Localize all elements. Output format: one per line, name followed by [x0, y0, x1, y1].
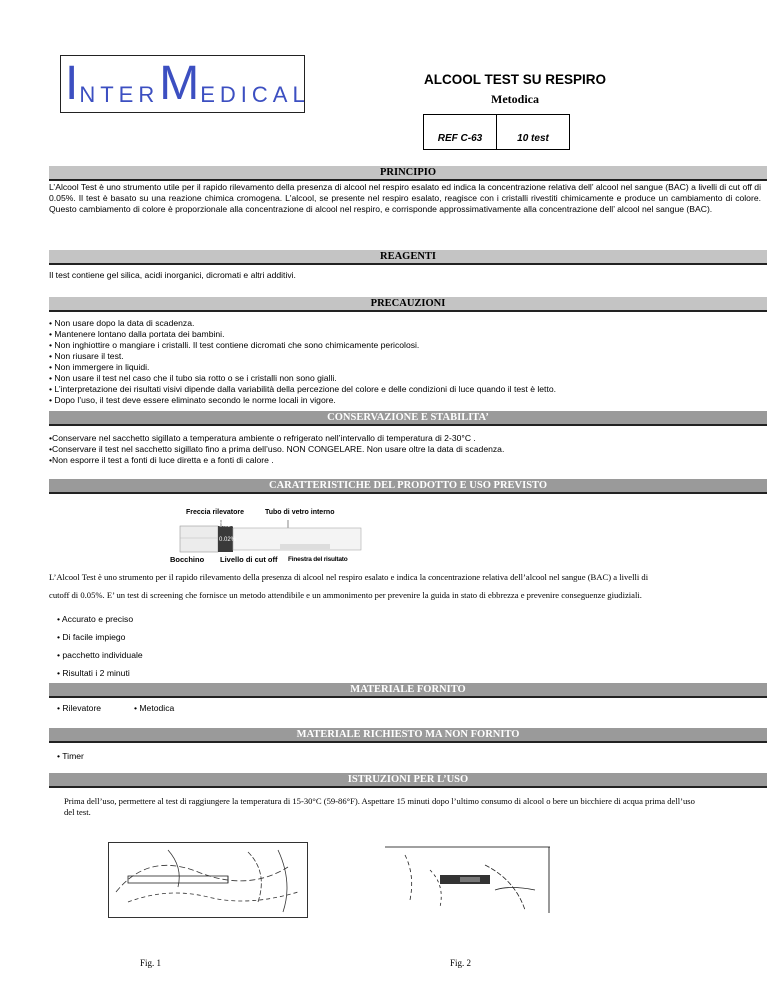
cutoff-marker-top: 0.02% [219, 523, 237, 529]
feature-item: • Risultati i 2 minuti [57, 668, 130, 678]
section-header-reagenti: REAGENTI [49, 250, 767, 265]
tube-label: Tubo di vetro interno [265, 509, 335, 516]
section-header-istruzioni: ISTRUZIONI PER L’USO [49, 773, 767, 788]
istruzioni-text: Prima dell’uso, permettere al test di raggiungere la temperatura di 15-30°C (59-86°F). Aspettare 15 minuti dopo l’ultimo consumo di alcool o bere un bicchiere di acqua prima dell’uso del test. [64, 796, 695, 817]
list-item: • Non inghiottire o mangiare i cristalli. Il test contiene dicromati che sono chimicamente pericolosi. [49, 340, 420, 350]
fig1-caption: Fig. 1 [140, 958, 162, 968]
section-header-materiale-richiesto: MATERIALE RICHIESTO MA NON FORNITO [49, 728, 767, 743]
document-subtitle: Metodica [491, 92, 539, 106]
section-header-caratteristiche: CARATTERISTICHE DEL PRODOTTO E USO PREVISTO [49, 479, 767, 494]
section-header-precauzioni: PRECAUZIONI [49, 297, 767, 312]
document-title: ALCOOL TEST SU RESPIRO [423, 72, 607, 87]
test-device-diagram [170, 498, 390, 564]
required-item: • Timer [57, 751, 84, 761]
result-window-label: Finestra del risultato [288, 556, 348, 563]
logo-text: INTERMEDICAL [65, 57, 310, 110]
supplied-item: • Metodica [134, 703, 175, 713]
caratteristiche-text-2: cutoff di 0.05%. E’ un test di screening che fornisce un metodo attendibile e un ammonimento per prevenire la guida in stato di ebbrezza e prevenire conseguenze giudiziali. [49, 590, 642, 600]
reference-table [423, 114, 570, 150]
feature-item: • pacchetto individuale [57, 650, 143, 660]
test-tube-graphic [170, 518, 370, 554]
cutoff-level-label: Livello di cut off [220, 555, 278, 564]
test-quantity: 10 test [517, 132, 549, 144]
conservazione-list [49, 433, 504, 466]
caratteristiche-text-1: L’Alcool Test è uno strumento per il rapido rilevamento della presenza di alcool nel respiro esalato e indica la concentrazione relativa dell’alcool nel sangue (BAC) a livelli di [49, 572, 649, 582]
reagenti-text: Il test contiene gel silica, acidi inorganici, dicromati e altri additivi. [49, 270, 296, 280]
fig2-illustration [385, 845, 550, 913]
list-item: • L’interpretazione dei risultati visivi dipende dalla variabilità della percezione del colore e delle condizioni di luce quando il test è letto. [49, 384, 557, 394]
principio-text: L’Alcool Test è uno strumento utile per il rapido rilevamento della presenza di alcool nel respiro esalato ed indica la concentrazione relativa dell’ alcool nel sangue (BAC) a livelli di cut off di 0.05%. Il test è basato su una reazione chimica cromogena. L'alcool, se presente nel respiro esalato, reagisce con i cristalli rivestiti chimicamente e produce un cambiamento di colore. Questo cambiamento di colore è proporzionale alla concentrazione di alcool nel respiro, e corrisponde approssimativamente alla concentrazione dell’ alcool nel sangue (BAC). [49, 182, 761, 214]
arrow-label: Freccia rilevatore [186, 509, 244, 516]
list-item: •Conservare il test nel sacchetto sigillato fino a prima dell’uso. NON CONGELARE. Non usare oltre la data di scadenza. [49, 444, 505, 454]
feature-item: • Di facile impiego [57, 632, 126, 642]
section-header-conservazione: CONSERVAZIONE E STABILITA’ [49, 411, 767, 426]
fig2-caption: Fig. 2 [450, 958, 472, 968]
mouthpiece-label: Bocchino [170, 555, 205, 564]
list-item: • Non usare dopo la data di scadenza. [49, 318, 195, 328]
list-item: • Mantenere lontano dalla portata dei bambini. [49, 329, 225, 339]
ref-code: REF C-63 [424, 115, 497, 149]
supplied-item: • Rilevatore [57, 703, 102, 713]
section-header-materiale-fornito: MATERIALE FORNITO [49, 683, 767, 698]
list-item: • Non immergere in liquidi. [49, 362, 150, 372]
list-item: • Non usare il test nel caso che il tubo sia rotto o se i cristalli non sono gialli. [49, 373, 337, 383]
precauzioni-list [49, 318, 556, 406]
cutoff-marker-bottom: 0.02% [219, 537, 237, 543]
list-item: • Non riusare il test. [49, 351, 124, 361]
fig1-illustration [108, 842, 308, 918]
section-header-principio: PRINCIPIO [49, 166, 767, 181]
intermedical-logo [60, 55, 310, 113]
feature-item: • Accurato e preciso [57, 614, 134, 624]
list-item: •Conservare nel sacchetto sigillato a temperatura ambiente o refrigerato nell’intervallo di temperatura di 2-30°C . [49, 433, 476, 443]
list-item: •Non esporre il test a fonti di luce diretta e a fonti di calore . [49, 455, 274, 465]
list-item: • Dopo l’uso, il test deve essere eliminato secondo le norme locali in vigore. [49, 395, 336, 405]
